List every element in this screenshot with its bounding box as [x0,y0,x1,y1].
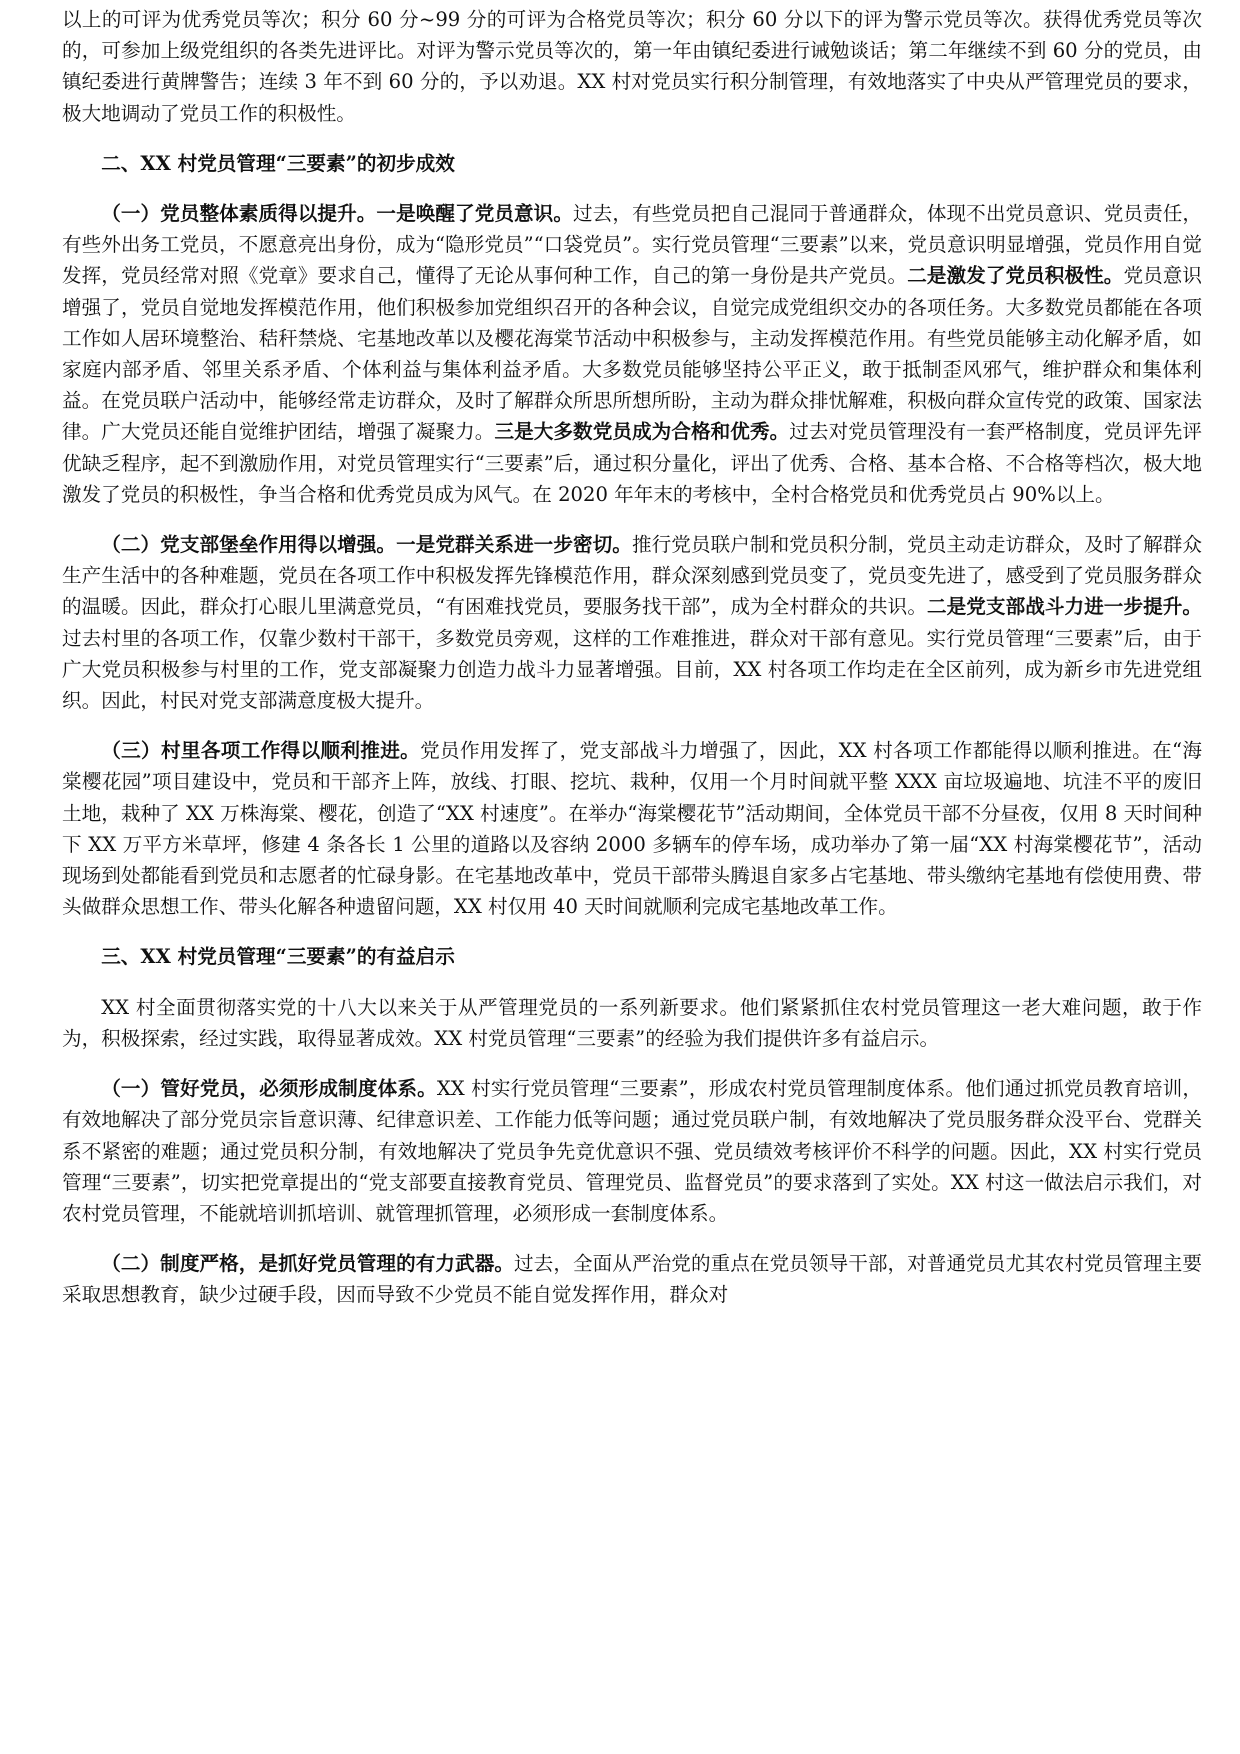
bold-lead: 三是大多数党员成为合格和优秀。 [494,420,790,444]
paragraph-2-3 [62,735,1202,922]
section-heading-3: 三、XX 村党员管理“三要素”的有益启示 [101,945,455,969]
bold-lead: （二）制度严格，是抓好党员管理的有力武器。 [101,1252,515,1276]
paragraph-text: 党员作用发挥了，党支部战斗力增强了，因此，XX 村各项工作都能得以顺利推进。在“海棠樱花园”项目建设中，党员和干部齐上阵，放线、打眼、挖坑、栽种，仅用一个月时间就平整 XXX 亩垃圾遍地、坑洼不平的废旧土地，栽种了 XX 万株海棠、樱花，创造了“XX 村速度”。在举办“海棠樱花节”活动期间，全体党员干部不分昼夜，仅用 8 天时间种下 XX 万平方米草坪，修建 4 条各长 1 公里的道路以及容纳 2000 多辆车的停车场，成功举办了第一届“XX 村海棠樱花节”，活动现场到处都能看到党员和志愿者的忙碌身影。在宅基地改革中，党员干部带头腾退自家多占宅基地、带头缴纳宅基地有偿使用费、带头做群众思想工作、带头化解各种遗留问题，XX 村仅用 40 天时间就顺利完成宅基地改革工作。 [62,739,1202,919]
paragraph-text: 过去村里的各项工作，仅靠少数村干部干，多数党员旁观，这样的工作难推进，群众对干部有意见。实行党员管理“三要素”后，由于广大党员积极参与村里的工作，党支部凝聚力创造力战斗力显著增强。目前，XX 村各项工作均走在全区前列，成为新乡市先进党组织。因此，村民对党支部满意度极大提升。 [62,626,1202,713]
bold-lead: （一）管好党员，必须形成制度体系。 [101,1077,437,1101]
paragraph-3-1 [62,1073,1202,1229]
bold-lead: 二是党支部战斗力进一步提升。 [926,595,1202,619]
paragraph-text: 推行党员联户制和党员积分制，党员主动走访群众，及时了解群众生产生活中的各种难题，党员在各项工作中积极发挥先锋模范作用，群众深刻感到党员变了，党员变先进了，感受到了党员服务群众的温暖。因此，群众打心眼儿里满意党员，“有困难找党员，要服务找干部”，成为全村群众的共识。 [62,533,1203,619]
bold-lead: 二是激发了党员积极性。 [907,264,1124,288]
section-heading-2: 二、XX 村党员管理“三要素”的初步成效 [101,151,455,175]
paragraph-2-1 [62,198,1202,510]
bold-lead: （一）党员整体素质得以提升。一是唤醒了党员意识。 [101,202,573,226]
paragraph-text: 党员意识增强了，党员自觉地发挥模范作用，他们积极参加党组织召开的各种会议，自觉完成党组织交办的各项任务。大多数党员都能在各项工作如人居环境整治、秸秆禁烧、宅基地改革以及樱花海棠节活动中积极参与，主动发挥模范作用。有些党员能够主动化解矛盾，如家庭内部矛盾、邻里关系矛盾、个体利益与集体利益矛盾。大多数党员能够坚持公平正义，敢于抵制歪风邪气，维护群众和集体利益。在党员联户活动中，能够经常走访群众，及时了解群众所思所想所盼，主动为群众排忧解难，积极向群众宣传党的政策、国家法律。广大党员还能自觉维护团结，增强了凝聚力。 [62,264,1202,444]
paragraph-3-intro: XX 村全面贯彻落实党的十八大以来关于从严管理党员的一系列新要求。他们紧紧抓住农村党员管理这一老大难问题，敢于作为，积极探索，经过实践，取得显著成效。XX 村党员管理“三要素”的经验为我们提供许多有益启示。 [62,995,1202,1050]
paragraph-text: 过去，全面从严治党的重点在党员领导干部，对普通党员尤其农村党员管理主要采取思想教育，缺少过硬手段，因而导致不少党员不能自觉发挥作用，群众对 [62,1252,1202,1307]
bold-lead: （三）村里各项工作得以顺利推进。 [101,739,421,763]
paragraph-continued: 以上的可评为优秀党员等次；积分 60 分~99 分的可评为合格党员等次；积分 60 分以下的评为警示党员等次。获得优秀党员等次的，可参加上级党组织的各类先进评比。对评为警示党员等次的，第一年由镇纪委进行诫勉谈话；第二年继续不到 60 分的党员，由镇纪委进行黄牌警告；连续 3 年不到 60 分的，予以劝退。XX 村对党员实行积分制管理，有效地落实了中央从严管理党员的要求，极大地调动了党员工作的积极性。 [62,8,1202,125]
bold-lead: （二）党支部堡垒作用得以增强。一是党群关系进一步密切。 [101,533,632,557]
paragraph-3-2 [62,1248,1202,1310]
paragraph-text: 过去，有些党员把自己混同于普通群众，体现不出党员意识、党员责任，有些外出务工党员，不愿意亮出身份，成为“隐形党员”“口袋党员”。实行党员管理“三要素”以来，党员意识明显增强，党员作用自觉发挥，党员经常对照《党章》要求自己，懂得了无论从事何种工作，自己的第一身份是共产党员。 [62,202,1203,288]
paragraph-2-2 [62,529,1202,716]
paragraph-text: XX 村实行党员管理“三要素”，形成农村党员管理制度体系。他们通过抓党员教育培训，有效地解决了部分党员宗旨意识薄、纪律意识差、工作能力低等问题；通过党员联户制，有效地解决了党员服务群众没平台、党群关系不紧密的难题；通过党员积分制，有效地解决了党员争先竞优意识不强、党员绩效考核评价不科学的问题。因此，XX 村实行党员管理“三要素”，切实把党章提出的“党支部要直接教育党员、管理党员、监督党员”的要求落到了实处。XX 村这一做法启示我们，对农村党员管理，不能就培训抓培训、就管理抓管理，必须形成一套制度体系。 [62,1077,1202,1225]
paragraph-text: 过去对党员管理没有一套严格制度，党员评先评优缺乏程序，起不到激励作用，对党员管理实行“三要素”后，通过积分量化，评出了优秀、合格、基本合格、不合格等档次，极大地激发了党员的积极性，争当合格和优秀党员成为风气。在 2020 年年末的考核中，全村合格党员和优秀党员占 90%以上。 [62,420,1202,506]
